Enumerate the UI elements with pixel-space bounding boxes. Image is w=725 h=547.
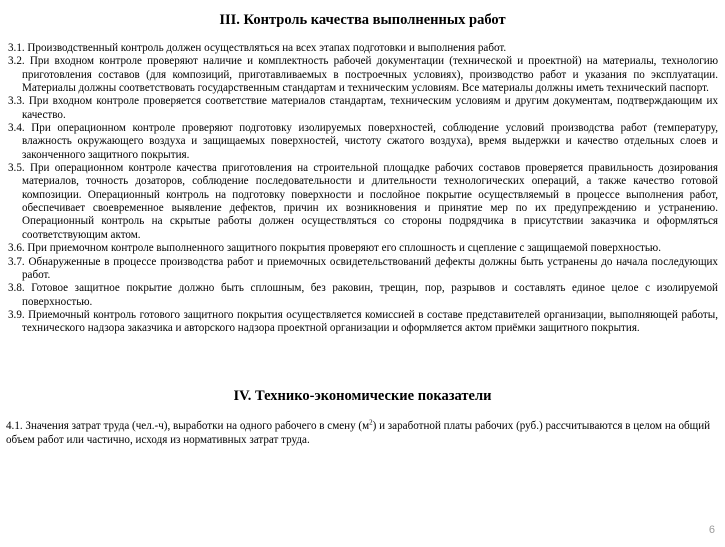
item-text: Готовое защитное покрытие должно быть сплошным, без раковин, трещин, пор, разрывов и составлять единое целое с изолируемой поверхностью.: [22, 282, 718, 308]
list-item: [8, 55, 718, 95]
superscript: 2: [369, 418, 373, 427]
section-4-title: IV. Технико-экономические показатели: [233, 388, 492, 404]
page-number: 6: [708, 524, 715, 536]
item-text-before: Значения затрат труда (чел.-ч), выработки на одного рабочего в смену (м: [25, 420, 370, 432]
item-text: Производственный контроль должен осуществляться на всех этапах подготовки и выполнения работ.: [27, 42, 507, 54]
list-item: [8, 282, 718, 309]
section-3-title: III. Контроль качества выполненных работ: [219, 12, 506, 28]
item-text-after: ) и заработной платы рабочих (руб.) рассчитываются в целом на общий объем работ или частично, исходя из нормативных затрат труда.: [6, 420, 711, 446]
list-item: [8, 309, 718, 336]
item-text: При операционном контроле качества приготовления на строительной площадке рабочих составов проверяется правильность дозирования материалов, точность дозаторов, соблюдение последовательности и длительности технологических операций, а также качество готовой композиции. Операционный контроль на подготовку поверхности и послойное покрытие осуществляемый в процессе выполнения работ, обеспечивает своевременное выявление дефектов, причин их возникновения и принятие мер по их предупреждению и устранению. Операционный контроль на скрытые работы должен осуществляться со стороны подрядчика в присутствии заказчика и оформляться соответствующим актом.: [22, 162, 718, 241]
item-number: 3.3.: [8, 95, 25, 108]
item-number: 4.1.: [6, 420, 23, 432]
item-number: 3.4.: [8, 122, 25, 135]
item-text: При входном контроле проверяют наличие и комплектность рабочей документации (технической и проектной) на материалы, технологию приготовления составов (для композиций, приготавливаемых в построечных условиях), производство работ и указания по эксплуатации. Материалы должны соответствовать государственным стандартам и техническим условиям. Все материалы должны иметь технический паспорт.: [22, 55, 718, 95]
item-number: 3.6.: [8, 242, 25, 255]
section-3-list: [8, 42, 718, 336]
item-number: 3.7.: [8, 255, 25, 268]
item-number: 3.5.: [8, 162, 25, 175]
item-number: 3.1.: [8, 42, 25, 54]
list-item: [8, 122, 718, 162]
list-item: [8, 42, 718, 55]
item-text: При операционном контроле проверяют подготовку изолируемых поверхностей, соблюдение условий производства работ (температуру, влажность окружающего воздуха и защищаемых поверхностей, чистоту сжатого воздуха), время выдержки и качество отдельных слоев и законченного защитного покрытия.: [22, 122, 718, 161]
list-item: [8, 95, 718, 122]
item-text: При приемочном контроле выполненного защитного покрытия проверяют его сплошность и сцепление с защищаемой поверхностью.: [27, 242, 661, 255]
list-item: [8, 162, 718, 242]
item-number: 3.8.: [8, 282, 25, 295]
list-item: [8, 242, 718, 255]
item-number: 3.2.: [8, 55, 25, 68]
paragraph-4-1: [6, 420, 714, 448]
item-text: Приемочный контроль готового защитного покрытия осуществляется комиссией в составе представителей организации, выполняющей работы, технического надзора заказчика и авторского надзора проектной организации и оформляется актом приёмки защитного покрытия.: [22, 308, 718, 335]
item-text: При входном контроле проверяется соответствие материалов стандартам, техническим условиям и другим документам, подтверждающим их качество.: [22, 95, 718, 121]
item-text: Обнаруженные в процессе производства работ и приемочных освидетельствований дефекты должны быть устранены до начала последующих работ.: [22, 255, 718, 281]
item-number: 3.9.: [8, 308, 25, 321]
list-item: [8, 256, 718, 283]
